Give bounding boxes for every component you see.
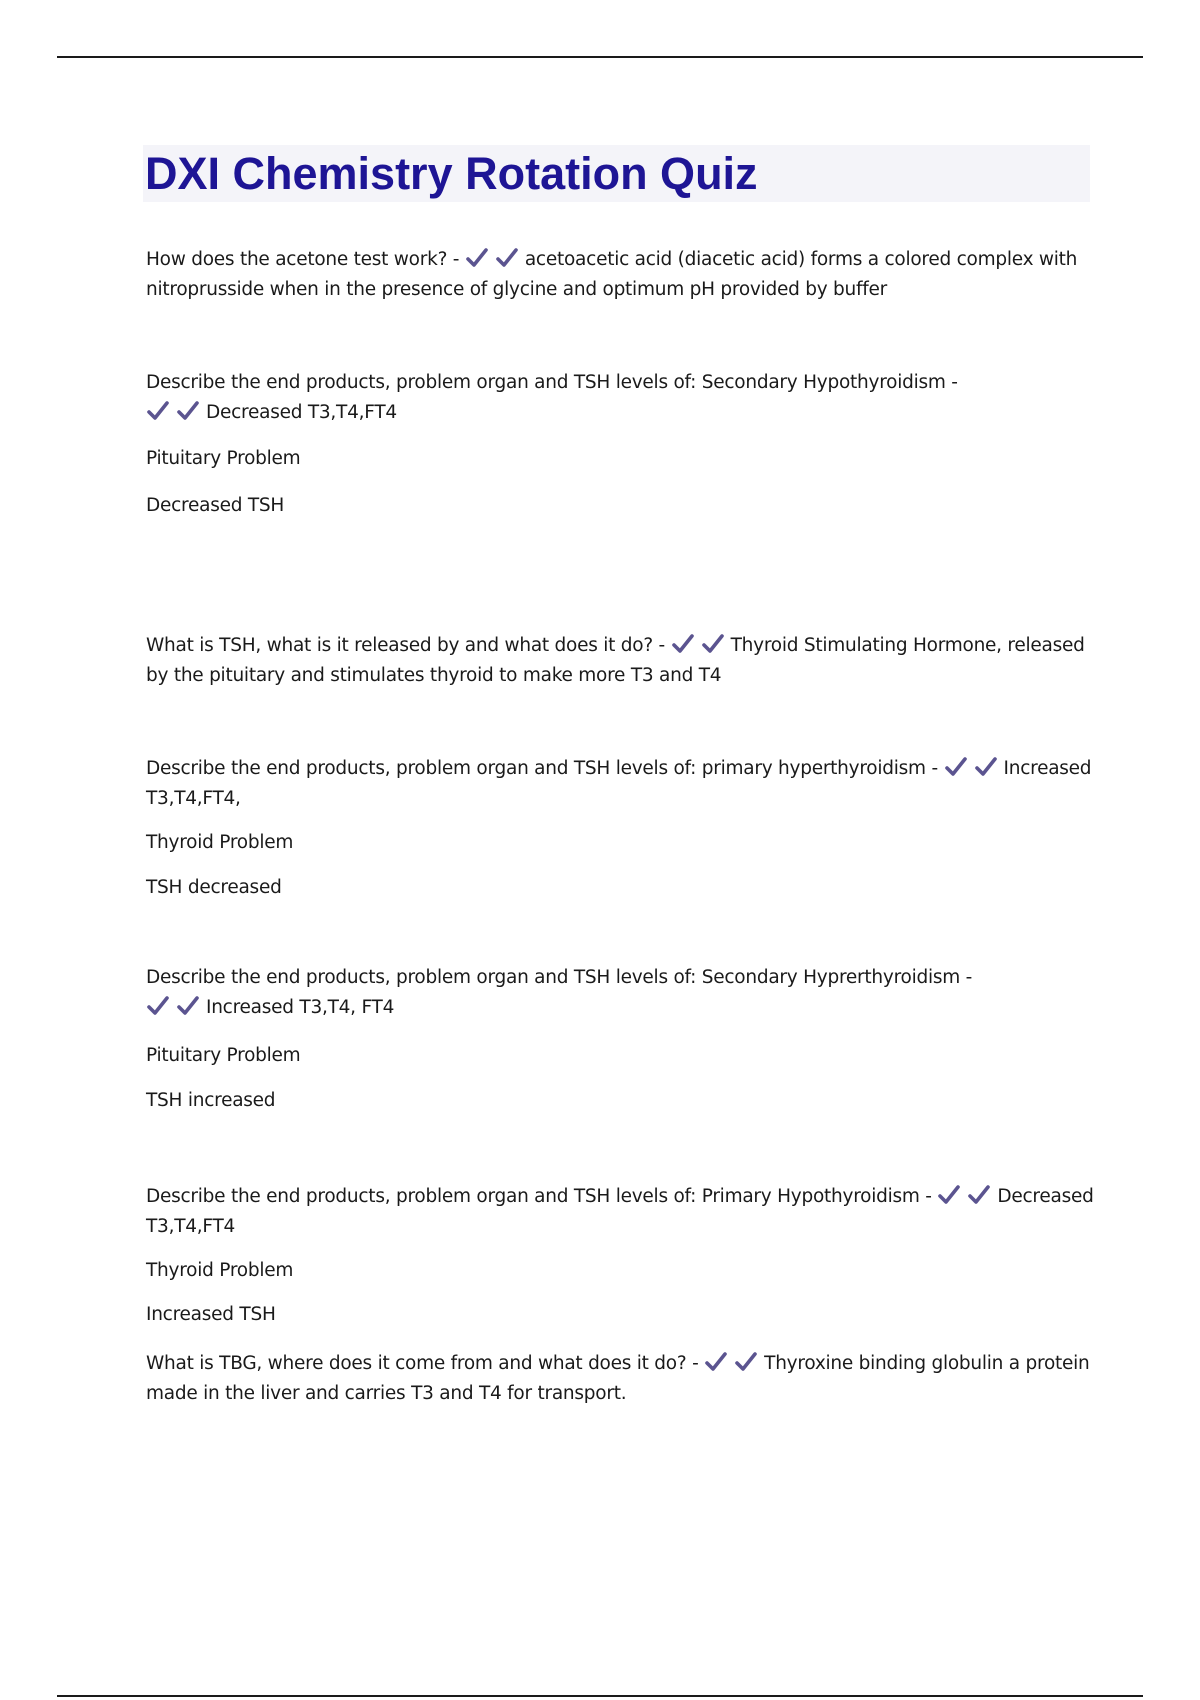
check-icon xyxy=(967,1184,991,1206)
qa-item xyxy=(146,1349,1096,1409)
answer-line: Pituitary Problem xyxy=(146,1045,301,1066)
check-icon xyxy=(495,247,519,269)
check-icon xyxy=(465,247,489,269)
answer-text: acetoacetic acid (diacetic acid) forms a colored complex with nitroprusside when in the presence of glycine and optimum pH provided by buffer xyxy=(146,249,1078,300)
answer-line: Thyroid Problem xyxy=(146,1260,294,1281)
answer-text: Thyroxine binding globulin a protein made in the liver and carries T3 and T4 for transport. xyxy=(146,1353,1090,1404)
answer-line: Increased TSH xyxy=(146,1304,276,1325)
check-icon xyxy=(671,633,695,655)
question-text: Describe the end products, problem organ and TSH levels of: Primary Hypothyroidism - xyxy=(146,1186,932,1207)
qa-item xyxy=(146,368,1096,428)
check-icon xyxy=(701,633,725,655)
answer-text: Increased T3,T4, FT4 xyxy=(206,997,395,1018)
qa-item xyxy=(146,754,1096,814)
document-title: DXI Chemistry Rotation Quiz xyxy=(145,148,758,199)
answer-text: Thyroid Stimulating Hormone, released by the pituitary and stimulates thyroid to make more T3 and T4 xyxy=(146,635,1085,686)
question-text: Describe the end products, problem organ and TSH levels of: Secondary Hyprerthyroidism - xyxy=(146,967,973,988)
question-text: Describe the end products, problem organ and TSH levels of: primary hyperthyroidism - xyxy=(146,758,938,779)
answer-line: TSH decreased xyxy=(146,877,282,898)
answer-line: Pituitary Problem xyxy=(146,448,301,469)
check-icon xyxy=(937,1184,961,1206)
bottom-rule xyxy=(57,1695,1143,1697)
answer-line: Decreased TSH xyxy=(146,495,285,516)
check-icon xyxy=(734,1351,758,1373)
qa-item xyxy=(146,631,1096,691)
qa-item xyxy=(146,245,1096,305)
question-text: What is TSH, what is it released by and what does it do? - xyxy=(146,635,665,656)
question-text: Describe the end products, problem organ and TSH levels of: Secondary Hypothyroidism - xyxy=(146,372,958,393)
question-text: How does the acetone test work? - xyxy=(146,249,460,270)
question-text: What is TBG, where does it come from and what does it do? - xyxy=(146,1353,699,1374)
check-icon xyxy=(704,1351,728,1373)
top-rule xyxy=(57,56,1143,58)
check-icon xyxy=(944,756,968,778)
answer-text: Decreased T3,T4,FT4 xyxy=(206,402,397,423)
check-icon xyxy=(176,995,200,1017)
answer-text: Decreased T3,T4,FT4 xyxy=(146,1186,1094,1237)
check-icon xyxy=(974,756,998,778)
check-icon xyxy=(176,400,200,422)
qa-item xyxy=(146,963,1096,1023)
check-icon xyxy=(146,995,170,1017)
answer-line: TSH increased xyxy=(146,1090,276,1111)
answer-line: Thyroid Problem xyxy=(146,832,294,853)
qa-item xyxy=(146,1182,1096,1242)
check-icon xyxy=(146,400,170,422)
answer-text: Increased T3,T4,FT4, xyxy=(146,758,1092,809)
title-band xyxy=(143,145,1090,202)
